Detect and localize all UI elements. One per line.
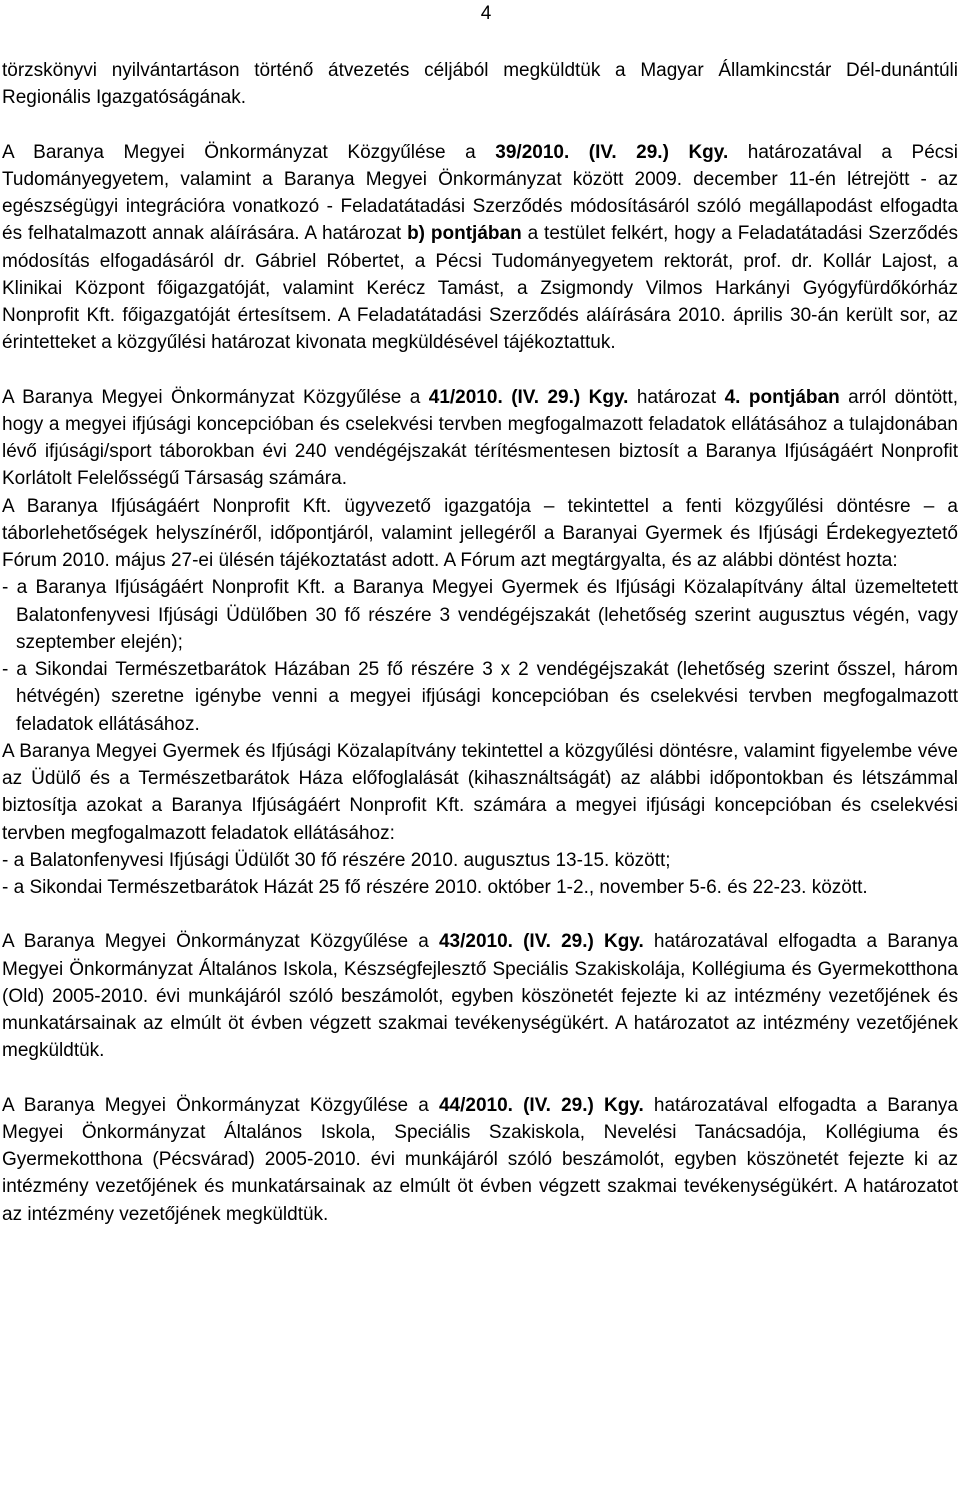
- paragraph-gap: [2, 112, 958, 139]
- paragraph-text: törzskönyvi nyilvántartáson történő átvezetés céljából megküldtük a Magyar Államkincstár Dél-dunántúli Regionális Igazgatóságának.: [2, 60, 958, 109]
- list-item: - a Balatonfenyvesi Ifjúsági Üdülőt 30 fő részére 2010. augusztus 13-15. között;: [2, 849, 671, 871]
- list-item: - a Sikondai Természetbarátok Házában 25 fő részére 3 x 2 vendégéjszakát (lehetőség szerint ősszel, három hétvégén) szeretne igénybe venni a megyei ifjúsági koncepcióban és cselekvési tervben megfogalmazott feladatok ellátásához.: [2, 659, 958, 735]
- paragraph-text: A Baranya Megyei Gyermek és Ifjúsági Közalapítvány tekintettel a közgyűlési döntésre, valamint figyelembe véve az Üdülő és a Természetbarátok Háza előfoglalását (kihasználtságát) az alábbi időpontokban és létszámmal biztosítja azokat a Baranya Ifjúságáért Nonprofit Kft. számára a megyei ifjúsági koncepcióban és cselekvési tervben megfogalmazott feladatok ellátásához:: [2, 740, 958, 844]
- paragraph-foundation: [2, 738, 958, 847]
- text-run: A Baranya Megyei Önkormányzat Közgyűlése a: [2, 386, 429, 408]
- text-run: A Baranya Megyei Önkormányzat Közgyűlése a: [2, 931, 439, 953]
- resolution-number: 39/2010. (IV. 29.) Kgy.: [495, 141, 729, 163]
- text-run: A Baranya Megyei Önkormányzat Közgyűlése a: [2, 141, 496, 163]
- paragraph-gap: [2, 1065, 958, 1092]
- paragraph-forum-decision: [2, 493, 958, 575]
- text-run: határozatával elfogadta a Baranya Megyei Önkormányzat Általános Iskola, Készségfejlesztő Speciális Szakiskolája, Kollégiuma és Gyermekotthona (Old) 2005-2010. évi munkájáról szóló beszámolót, egyben köszönetét fejezte ki az intézmény vezetőjének és munkatársainak az elmúlt öt évben végzett szakmai tevékenységükért. A határozatot az intézmény vezetőjének megküldtük.: [2, 931, 958, 1062]
- paragraph-resolution-44: [2, 1092, 958, 1228]
- emphasis-point: 4. pontjában: [724, 386, 840, 408]
- text-run: a testület felkért, hogy a Feladatátadási Szerződés módosítás elfogadásáról dr. Gábriel Róbertet, a Pécsi Tudományegyetem rektorát, prof. dr. Kollár Lajost, a Klinikai Központ főigazgatóját, valamint Kerécz Tamást, a Zsigmondy Vilmos Harkányi Gyógyfürdőkórház Nonprofit Kft. főigazgatóját értesítsem. A Feladatátadási Szerződés aláírására 2010. április 30-án került sor, az érintetteket a közgyűlési határozat kivonata megküldésével tájékoztattuk.: [2, 223, 958, 354]
- paragraph-resolution-43: [2, 928, 958, 1064]
- paragraph-text: A Baranya Ifjúságáért Nonprofit Kft. ügyvezető igazgatója – tekintettel a fenti közgyűlési döntésre – a táborlehetőségek helyszínéről, időpontjáról, valamint jellegéről a Baranyai Gyermek és Ifjúsági Érdekegyeztető Fórum 2010. május 27-ei ülésén tájékoztatást adott. A Fórum azt megtárgyalta, és az alábbi döntést hozta:: [2, 495, 958, 571]
- paragraph-resolution-39: [2, 139, 958, 357]
- paragraph-resolution-41: [2, 384, 958, 493]
- paragraph-gap: [2, 901, 958, 928]
- text-run: A Baranya Megyei Önkormányzat Közgyűlése a: [2, 1094, 439, 1116]
- text-run: határozatával a Pécsi Tudományegyetem, valamint a Baranya Megyei Önkormányzat között 2009. december 11-én létrejött - az egészségügyi integrációra vonatkozó - Feladatátadási Szerződés módosításáról szóló megállapodást elfogadta és felhatalmazott annak aláírására. A határozat: [2, 141, 958, 245]
- resolution-number: 44/2010. (IV. 29.) Kgy.: [438, 1094, 644, 1116]
- list-item: - a Baranya Ifjúságáért Nonprofit Kft. a Baranya Megyei Gyermek és Ifjúsági Közalapítvány által üzemeltetett Balatonfenyvesi Ifjúsági Üdülőben 30 fő részére 3 vendégéjszakát (lehetőség szerint augusztus végén, vagy szeptember elején);: [2, 577, 958, 653]
- page-number: 4: [480, 3, 492, 24]
- text-run: határozat: [628, 386, 725, 408]
- text-run: arról döntött, hogy a megyei ifjúsági koncepcióban és cselekvési tervben megfogalmazott feladatok ellátásához a tulajdonában lévő ifjúsági/sport táborokban évi 240 vendégéjszakát térítésmentesen biztosít a Baranya Ifjúságáért Nonprofit Korlátolt Felelősségű Társaság számára.: [2, 386, 959, 490]
- list-item: - a Sikondai Természetbarátok Házát 25 fő részére 2010. október 1-2., november 5-6. és 22-23. között.: [2, 877, 868, 898]
- emphasis-point: b) pontjában: [407, 223, 522, 245]
- text-run: határozatával elfogadta a Baranya Megyei Önkormányzat Általános Iskola, Speciális Szakiskola, Nevelési Tanácsadója, Kollégiuma és Gyermekotthona (Pécsvárad) 2005-2010. évi munkájáról szóló beszámolót, egyben köszönetét fejezte ki az intézmény vezetőjének és munkatársainak az elmúlt öt évben végzett szakmai tevékenységükért. A határozatot az intézmény vezetőjének megküldtük.: [2, 1094, 958, 1225]
- paragraph-continuation: [2, 57, 958, 112]
- resolution-number: 41/2010. (IV. 29.) Kgy.: [428, 386, 629, 408]
- resolution-number: 43/2010. (IV. 29.) Kgy.: [438, 931, 644, 953]
- document-body: [2, 57, 958, 1228]
- paragraph-gap: [2, 357, 958, 384]
